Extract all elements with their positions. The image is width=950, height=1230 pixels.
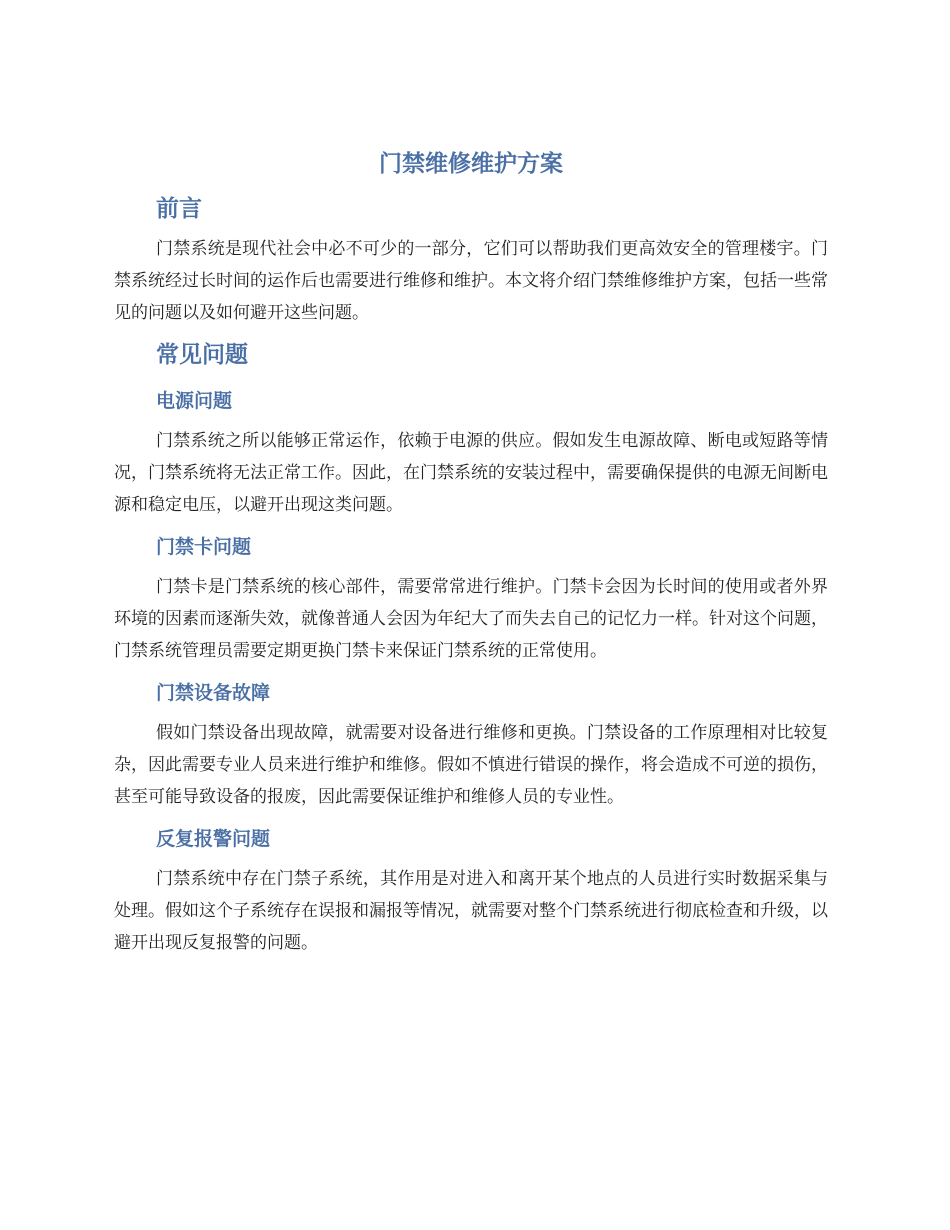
section-heading-preface: 前言 bbox=[156, 196, 202, 222]
document-page bbox=[114, 145, 828, 963]
subsection-heading-repeat-alarm: 反复报警问题 bbox=[156, 828, 271, 850]
repeat-alarm-paragraph: 门禁系统中存在门禁子系统，其作用是对进入和离开某个地点的人员进行实时数据采集与处理。假如这个子系统存在误报和漏报等情况，就需要对整个门禁系统进行彻底检查和升级，以避开出现反复报警的问题。 bbox=[114, 869, 828, 953]
power-paragraph: 门禁系统之所以能够正常运作，依赖于电源的供应。假如发生电源故障、断电或短路等情况，门禁系统将无法正常工作。因此，在门禁系统的安装过程中，需要确保提供的电源无间断电源和稳定电压，以避开出现这类问题。 bbox=[114, 431, 828, 515]
subsection-heading-device-fault: 门禁设备故障 bbox=[156, 682, 271, 704]
device-fault-paragraph: 假如门禁设备出现故障，就需要对设备进行维修和更换。门禁设备的工作原理相对比较复杂，因此需要专业人员来进行维护和维修。假如不慎进行错误的操作，将会造成不可逆的损伤，甚至可能导致设备的报废，因此需要保证维护和维修人员的专业性。 bbox=[114, 723, 828, 807]
document-title: 门禁维修维护方案 bbox=[379, 151, 563, 177]
card-paragraph: 门禁卡是门禁系统的核心部件，需要常常进行维护。门禁卡会因为长时间的使用或者外界环境的因素而逐渐失效，就像普通人会因为年纪大了而失去自己的记忆力一样。针对这个问题，门禁系统管理员需要定期更换门禁卡来保证门禁系统的正常使用。 bbox=[114, 577, 828, 661]
subsection-heading-power: 电源问题 bbox=[156, 390, 233, 412]
subsection-heading-card: 门禁卡问题 bbox=[156, 536, 252, 558]
section-heading-common-issues: 常见问题 bbox=[156, 342, 248, 368]
preface-paragraph: 门禁系统是现代社会中必不可少的一部分，它们可以帮助我们更高效安全的管理楼宇。门禁系统经过长时间的运作后也需要进行维修和维护。本文将介绍门禁维修维护方案，包括一些常见的问题以及如何避开这些问题。 bbox=[114, 239, 828, 323]
